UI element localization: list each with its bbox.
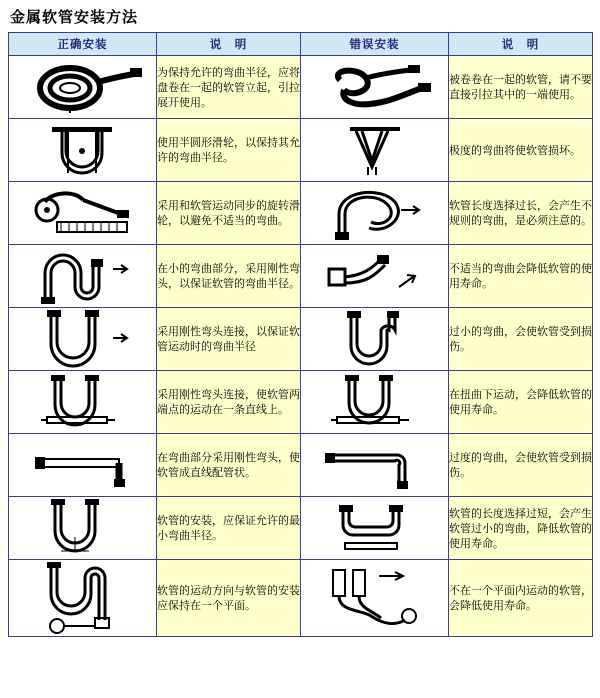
description-wrong: 软管的长度选择过短，会产生软管过小的弯曲，降低软管的使用寿命。 bbox=[449, 497, 593, 560]
minimum-bend-radius-icon bbox=[9, 497, 156, 559]
rigid-elbow-small-bend-icon bbox=[9, 247, 156, 305]
header-correct-install: 正确安装 bbox=[9, 33, 157, 56]
table-row bbox=[9, 434, 593, 497]
table-row bbox=[9, 308, 593, 371]
figure-sharp-bend-sheave-wrong bbox=[301, 119, 449, 182]
too-small-bend-icon bbox=[301, 308, 448, 370]
description-wrong: 被卷卷在一起的软管，请不要直接引拉其中的一端使用。 bbox=[449, 56, 593, 119]
irregular-bend-icon bbox=[301, 184, 448, 242]
figure-twisting-motion-wrong bbox=[301, 371, 449, 434]
figure-synchronized-rotating-sheave-correct bbox=[9, 182, 157, 245]
description-correct: 在小的弯曲部分，采用刚性弯头，以保证软管的弯曲半径。 bbox=[157, 245, 301, 308]
description-correct: 采用刚性弯头连接，以保证软管运动时的弯曲半径 bbox=[157, 308, 301, 371]
twisting-motion-icon bbox=[301, 373, 448, 431]
header-description-correct: 说 明 bbox=[157, 33, 301, 56]
figure-out-of-plane-motion-wrong bbox=[301, 560, 449, 637]
figure-too-long-small-bend-wrong bbox=[301, 497, 449, 560]
table-row bbox=[9, 56, 593, 119]
short-hose-small-bend-icon bbox=[301, 497, 448, 559]
figure-rigid-elbow-straight-piping-correct bbox=[9, 434, 157, 497]
page-title: 金属软管安装方法 bbox=[10, 8, 139, 26]
rigid-elbow-connection-icon bbox=[9, 308, 156, 370]
figure-improper-bend-reduce-life-wrong bbox=[301, 245, 449, 308]
figure-too-long-hose-irregular-bend-wrong bbox=[301, 182, 449, 245]
description-correct: 采用和软管运动同步的旋转滑轮，以避免不适当的弯曲。 bbox=[157, 182, 301, 245]
out-of-plane-motion-icon bbox=[301, 560, 448, 636]
description-wrong: 在扭曲下运动，会降低软管的使用寿命。 bbox=[449, 371, 593, 434]
sharp-bend-sheave-icon bbox=[301, 121, 448, 179]
table-row bbox=[9, 245, 593, 308]
header-description-wrong: 说 明 bbox=[449, 33, 593, 56]
description-wrong: 软管长度选择过长，会产生不规则的弯曲，是必须注意的。 bbox=[449, 182, 593, 245]
description-correct: 采用刚性弯头连接，使软管两端点的运动在一条直线上。 bbox=[157, 371, 301, 434]
description-correct: 软管的运动方向与软管的安装应保持在一个平面。 bbox=[157, 560, 301, 637]
coiled-hose-standing-icon bbox=[9, 58, 156, 116]
table-row bbox=[9, 182, 593, 245]
figure-coiled-hose-standing-correct bbox=[9, 56, 157, 119]
figure-rigid-elbow-straight-line-correct bbox=[9, 371, 157, 434]
figure-same-plane-motion-correct bbox=[9, 560, 157, 637]
same-plane-motion-icon bbox=[9, 560, 156, 636]
figure-rigid-elbow-connection-correct bbox=[9, 308, 157, 371]
table-row bbox=[9, 560, 593, 637]
description-wrong: 极度的弯曲将使软管损坏。 bbox=[449, 119, 593, 182]
rotating-sheave-icon bbox=[9, 184, 156, 242]
figure-too-small-bend-radius-wrong bbox=[301, 308, 449, 371]
description-correct: 在弯曲部分采用刚性弯头，使软管成直线配管状。 bbox=[157, 434, 301, 497]
description-wrong: 过小的弯曲，会使软管受到损伤。 bbox=[449, 308, 593, 371]
table-row bbox=[9, 497, 593, 560]
description-correct: 软管的安装，应保证允许的最小弯曲半径。 bbox=[157, 497, 301, 560]
figure-minimum-bend-radius-install-correct bbox=[9, 497, 157, 560]
semicircle-sheave-icon bbox=[9, 121, 156, 179]
improper-bend-icon bbox=[301, 247, 448, 305]
hose-installation-table bbox=[8, 32, 593, 637]
table-header-row bbox=[9, 33, 593, 56]
straight-piping-icon bbox=[9, 439, 156, 491]
table-row bbox=[9, 371, 593, 434]
straight-line-motion-icon bbox=[9, 373, 156, 431]
description-wrong: 不在一个平面内运动的软管，会降低使用寿命。 bbox=[449, 560, 593, 637]
header-wrong-install: 错误安装 bbox=[301, 33, 449, 56]
description-correct: 为保持允许的弯曲半径，应将盘卷在一起的软管立起，引拉展开使用。 bbox=[157, 56, 301, 119]
figure-coiled-hose-pulled-wrong bbox=[301, 56, 449, 119]
description-wrong: 不适当的弯曲会降低软管的使用寿命。 bbox=[449, 245, 593, 308]
figure-rigid-elbow-small-bend-correct bbox=[9, 245, 157, 308]
excessive-bend-icon bbox=[301, 439, 448, 491]
description-wrong: 过度的弯曲，会使软管受到损伤。 bbox=[449, 434, 593, 497]
figure-excessive-bend-damage-wrong bbox=[301, 434, 449, 497]
figure-semicircle-sheave-correct bbox=[9, 119, 157, 182]
table-row bbox=[9, 119, 593, 182]
description-correct: 使用半圆形滑轮，以保持其允许的弯曲半径。 bbox=[157, 119, 301, 182]
coiled-hose-pulled-icon bbox=[301, 58, 448, 116]
